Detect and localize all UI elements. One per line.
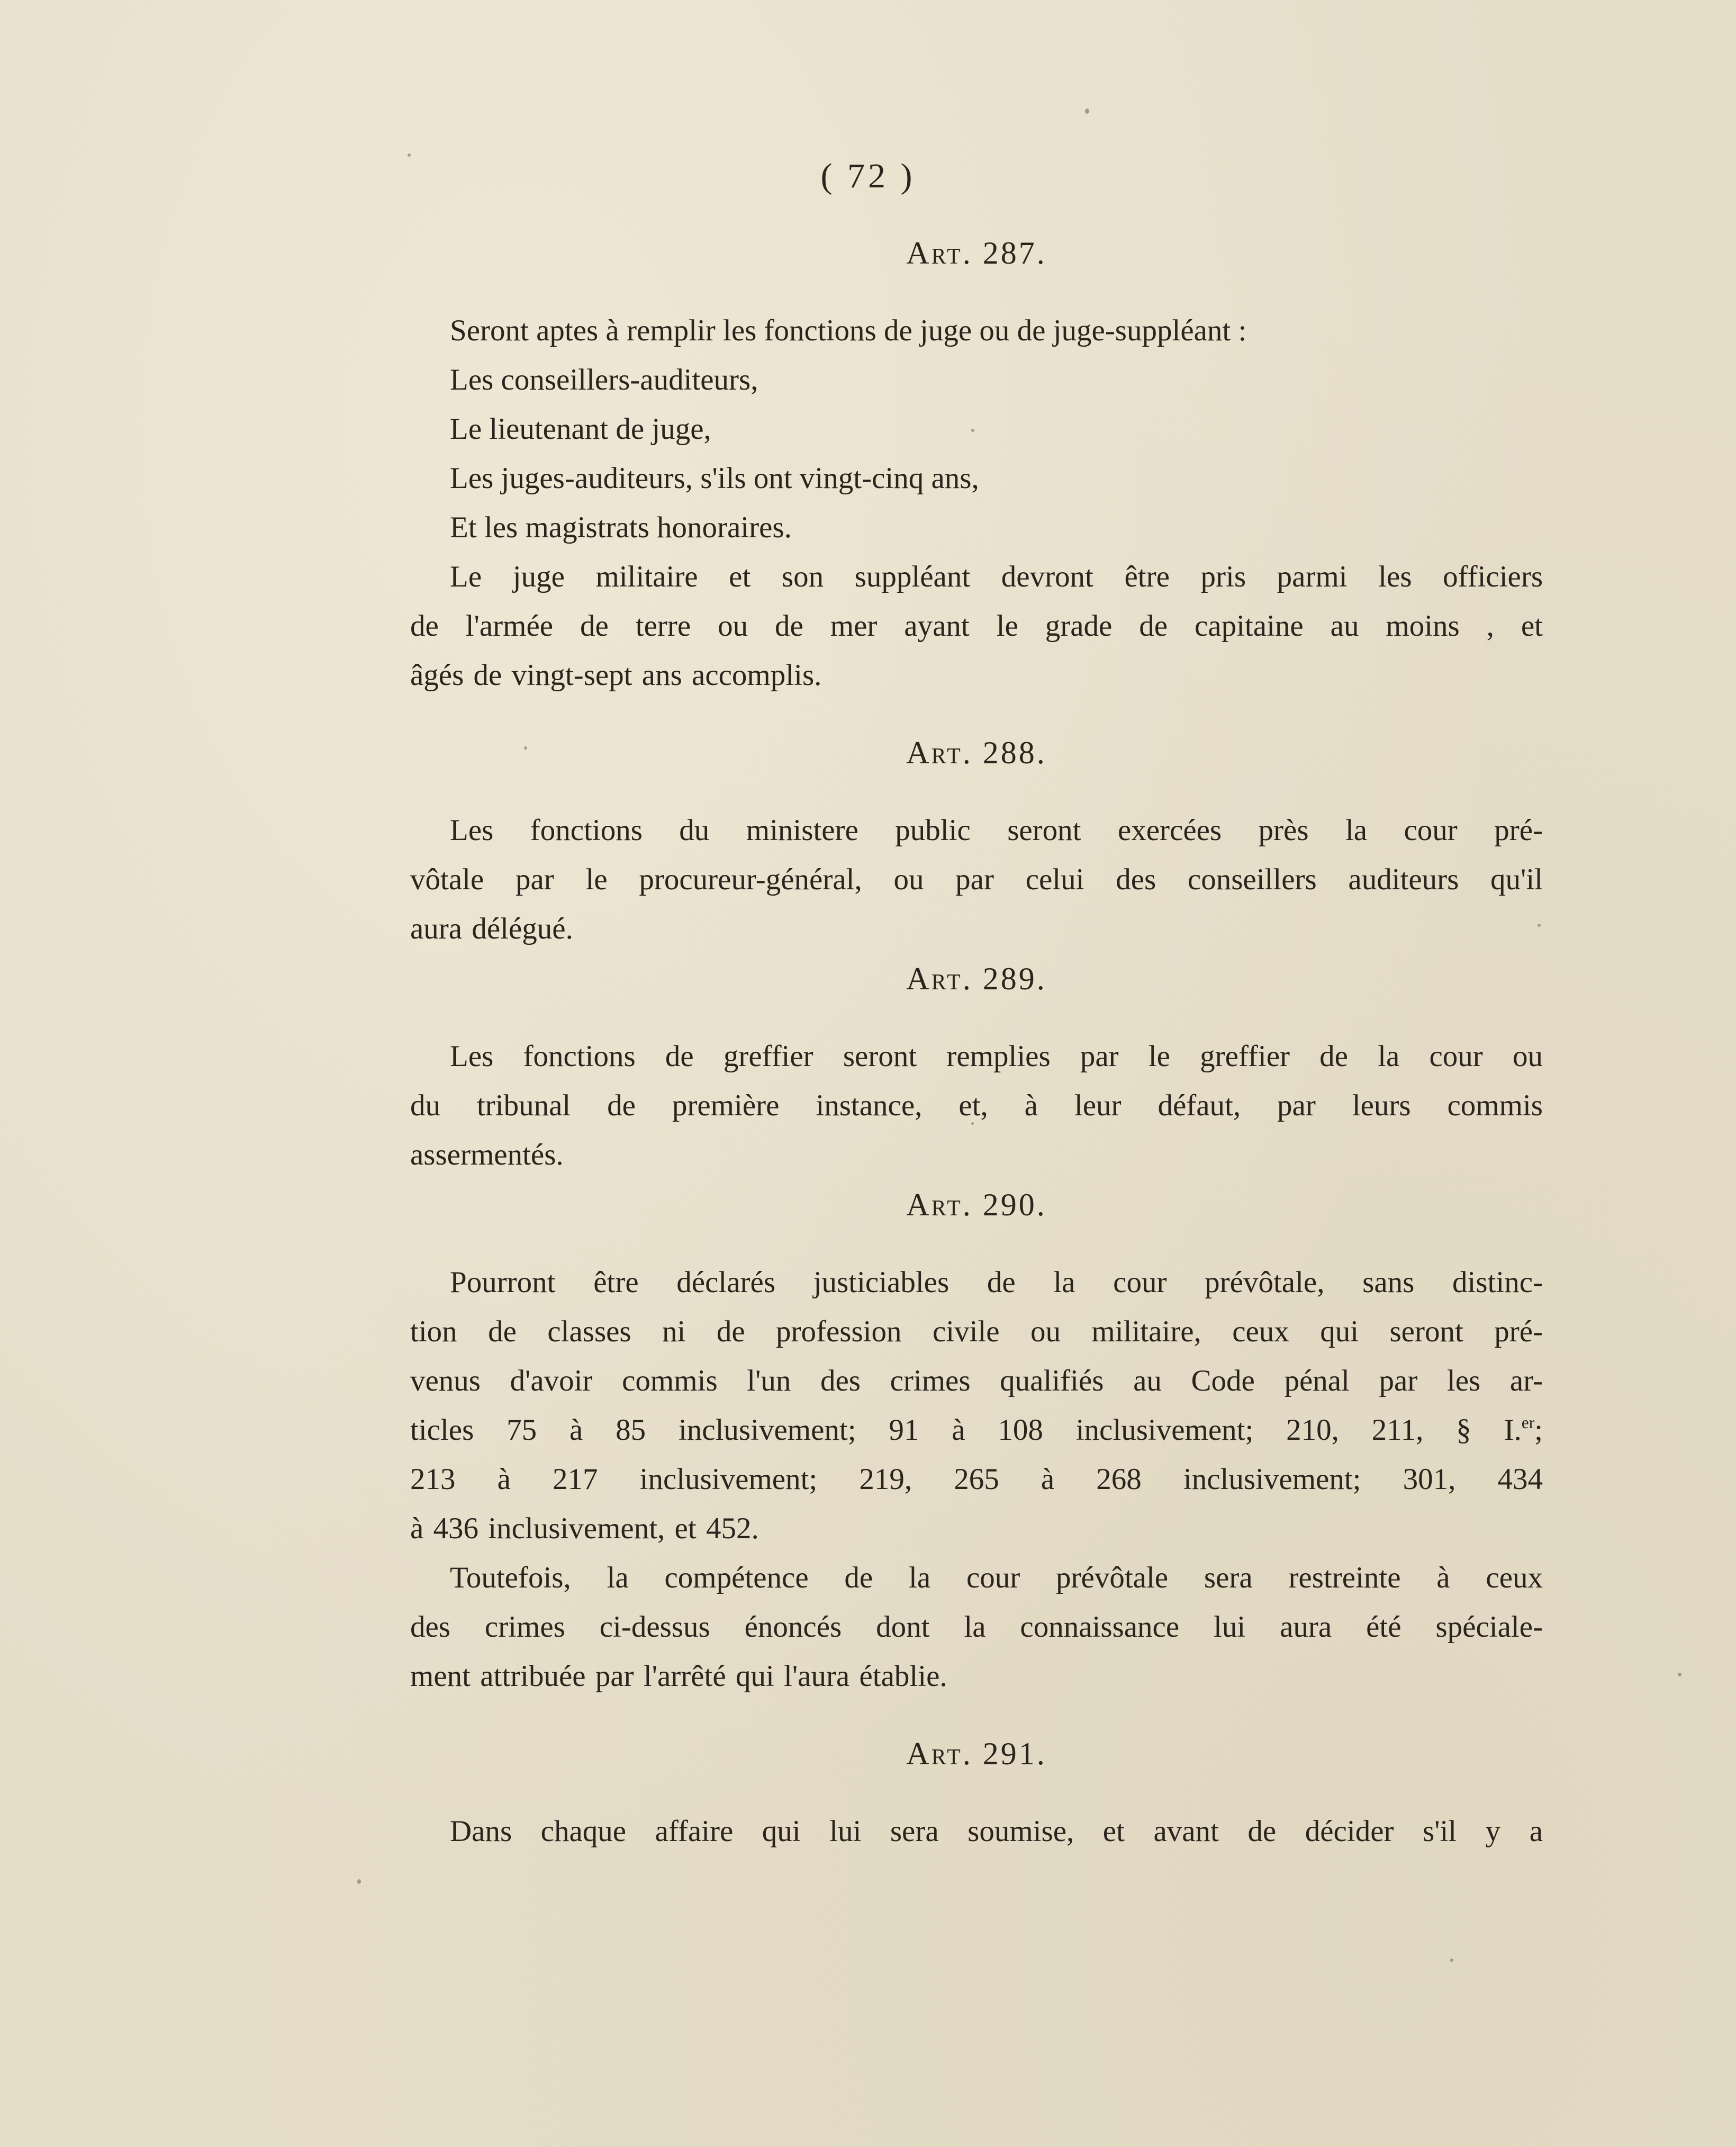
text-line: assermentés.	[410, 1138, 564, 1171]
article-291	[410, 1728, 1543, 1856]
superscript: er	[1521, 1413, 1535, 1432]
list-item: Les juges-auditeurs, s'ils ont vingt-cinq ans,	[450, 462, 979, 495]
article-paragraph	[410, 552, 1543, 700]
article-288	[410, 727, 1543, 953]
article-paragraph	[410, 1032, 1543, 1179]
text-line	[410, 1405, 1543, 1455]
document-body	[410, 228, 1543, 1856]
text-fragment: ticles 75 à 85 inclusivement; 91 à 108 inclusivement; 210, 211, § I.	[410, 1413, 1522, 1447]
article-heading: Art. 288.	[906, 735, 1047, 770]
text-line: 213 à 217 inclusivement; 219, 265 à 268 inclusivement; 301, 434	[410, 1463, 1543, 1496]
text-line: Dans chaque affaire qui lui sera soumise, et avant de décider s'il y a	[450, 1815, 1543, 1848]
punctuation: ;	[1534, 1413, 1543, 1447]
page-number: ( 72 )	[820, 157, 916, 195]
text-line: ment attribuée par l'arrêté qui l'aura établie.	[410, 1659, 947, 1693]
article-heading: Art. 289.	[906, 961, 1047, 996]
text-line: Pourront être déclarés justiciables de la cour prévôtale, sans distinc-	[450, 1266, 1543, 1299]
article-paragraph	[410, 1807, 1543, 1856]
text-line: vôtale par le procureur-général, ou par celui des conseillers auditeurs qu'il	[410, 863, 1543, 896]
paper-speck	[1450, 1959, 1453, 1962]
paper-speck	[357, 1879, 361, 1884]
text-line: tion de classes ni de profession civile ou militaire, ceux qui seront pré-	[410, 1315, 1543, 1348]
article-paragraph	[410, 806, 1543, 953]
article-heading: Art. 291.	[906, 1736, 1047, 1771]
text-line: des crimes ci-dessus énoncés dont la connaissance lui aura été spéciale-	[410, 1610, 1543, 1644]
text-line: venus d'avoir commis l'un des crimes qualifiés au Code pénal par les ar-	[410, 1364, 1543, 1397]
text-line: Le juge militaire et son suppléant devront être pris parmi les officiers	[450, 560, 1543, 593]
text-line: à 436 inclusivement, et 452.	[410, 1512, 759, 1545]
paper-speck	[1085, 109, 1089, 114]
article-paragraph	[410, 1258, 1543, 1553]
paper-speck	[1678, 1673, 1681, 1676]
article-289	[410, 953, 1543, 1179]
article-287	[410, 228, 1543, 700]
article-intro-line: Seront aptes à remplir les fonctions de juge ou de juge-suppléant :	[450, 314, 1247, 347]
text-line: Les fonctions de greffier seront remplies par le greffier de la cour ou	[450, 1040, 1543, 1073]
text-line: aura délégué.	[410, 912, 573, 945]
list-item: Les conseillers-auditeurs,	[450, 363, 758, 396]
text-line: Toutefois, la compétence de la cour prévôtale sera restreinte à ceux	[450, 1561, 1543, 1594]
text-line: de l'armée de terre ou de mer ayant le grade de capitaine au moins , et	[410, 609, 1543, 643]
article-290	[410, 1179, 1543, 1701]
article-heading: Art. 290.	[906, 1187, 1047, 1222]
text-line: âgés de vingt-sept ans accomplis.	[410, 658, 822, 692]
text-line: Les fonctions du ministere public seront exercées près la cour pré-	[450, 814, 1543, 847]
text-line: du tribunal de première instance, et, à leur défaut, par leurs commis	[410, 1089, 1543, 1122]
list-item: Et les magistrats honoraires.	[450, 511, 792, 544]
article-heading: Art. 287.	[906, 236, 1047, 270]
article-paragraph	[410, 1553, 1543, 1701]
list-item: Le lieutenant de juge,	[450, 412, 711, 446]
